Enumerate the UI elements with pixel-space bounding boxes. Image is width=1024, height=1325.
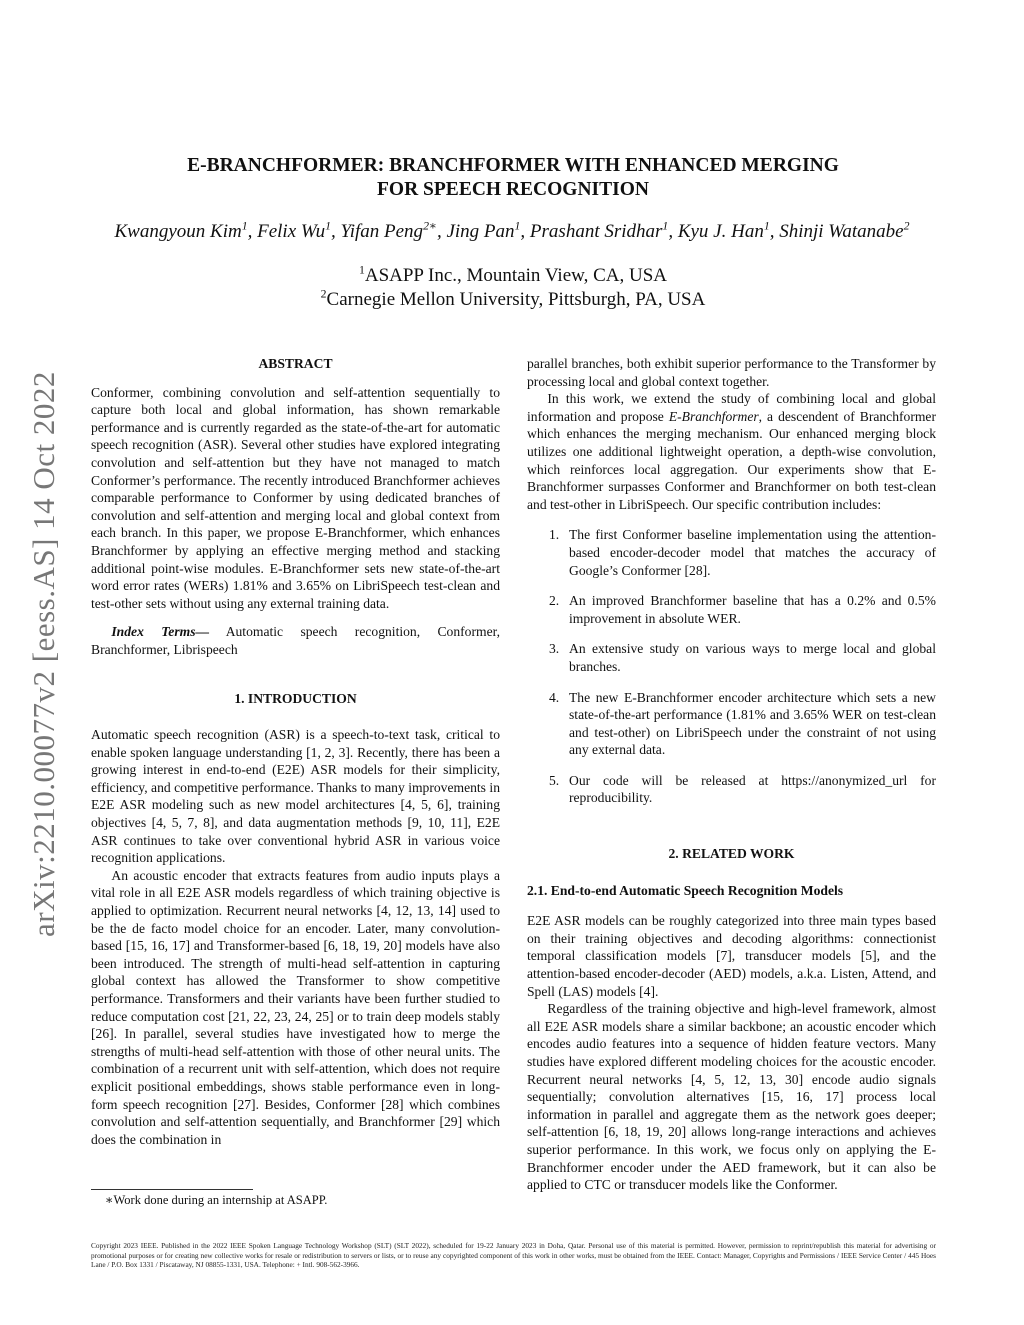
title-line-1: E-BRANCHFORMER: BRANCHFORMER WITH ENHANCED MERGING (187, 155, 839, 176)
author-name: Kwangyoun Kim (114, 221, 242, 242)
intro-heading: 1. INTRODUCTION (234, 690, 357, 706)
contribution-item: 1. The first Conformer baseline implementation using the attention-based encoder-decoder model that matches the accuracy of Google’s Conformer [28]. (549, 527, 936, 578)
affiliation: $^2$Carnegie Mellon University, Pittsburgh, PA, USA (320, 287, 706, 310)
contribution-item: 2. An improved Branchformer baseline that has a 0.2% and 0.5% improvement in absolute WER. (549, 593, 936, 626)
left-column (91, 355, 500, 1148)
author-affil-mark: 1 (325, 219, 332, 233)
author-list: Kwangyoun Kim$^1$, Felix Wu$^1$, Yifan Peng$^{2∗}$, Jing Pan$^1$, Prashant Sridhar$^1$, Kyu J. Han$^1$, Shinji Watanabe$^2$ (114, 219, 910, 242)
contribution-item: 3. An extensive study on various ways to merge local and global branches. (549, 641, 936, 674)
copyright-notice: Copyright 2023 IEEE. Published in the 2022 IEEE Spoken Language Technology Workshop (SLT) (SLT 2022), scheduled for 19-22 January 2023 in Doha, Qatar. Personal use of this material is permitted. However, permission to reprint/republish this material for advertising or promotional purposes or for creating new collective works for resale or redistribution to servers or lists, or to reuse any copyrighted component of this work in other works, must be obtained from the IEEE. Contact: Manager, Copyrights and Permissions / IEEE Service Center / 445 Hoes Lane / P.O. Box 1331 / Piscataway, NJ 08855-1331, USA. Telephone: + Intl. 908-562-3966. (91, 1241, 936, 1269)
affiliation-list (90, 264, 936, 312)
contribution-list (527, 526, 936, 807)
related-paragraph-2: Regardless of the training objective and high-level framework, almost all E2E ASR models share a similar backbone; an acoustic encoder which encodes audio features into a sequence of hidden feature vectors. Many studies have explored different modeling choices for the acoustic encoder. Recurrent neural networks [4, 5, 12, 13, 30] encode audio signals sequentially; convolution alternatives [15, 16, 17] process local information in parallel and aggregate them as the network goes deeper; self-attention [6, 18, 19, 20] allows long-range interactions and achieves superior performance. In this work, we focus only on applying the E-Branchformer encoder under the AED framework, but it can also be applied to CTC or transducer models like the Conformer. (527, 1001, 936, 1193)
intro-paragraph-1: Automatic speech recognition (ASR) is a speech-to-text task, critical to enable spoken language understanding [1, 2, 3]. Recently, there has been a growing interest in end-to-end (E2E) ASR models for their simplicity, efficiency, and competitive performance. Thanks to many improvements in E2E ASR modeling such as new model architectures [4, 5, 6], training objectives [4, 5, 7, 8], and data augmentation methods [9, 10, 11], E2E ASR continues to take over conventional hybrid ASR in various voice recognition applications. (91, 727, 500, 866)
author-affil-mark: 1 (241, 219, 248, 233)
footnote-text: ∗Work done during an internship at ASAPP. (105, 1193, 328, 1207)
title-line-2: FOR SPEECH RECOGNITION (377, 179, 649, 200)
subsection-heading: 2.1. End-to-end Automatic Speech Recognition Models (527, 882, 844, 898)
paper-title (90, 154, 936, 202)
author-affil-mark: 1 (662, 219, 669, 233)
footnote (91, 1187, 500, 1208)
intro-paragraph-2: An acoustic encoder that extracts features from audio inputs plays a vital role in all E2E ASR models regardless of which training objective is applied to optimization. Recurrent neural networks [4, 12, 13, 14] used to be the de facto model choice for an encoder. Later, many convolution-based [15, 16, 17] and Transformer-based [6, 18, 19, 20] models have also been introduced. The strength of multi-head self-attention in capturing global context has allowed the Transformer to show competitive performance. Transformers and their variants have been further studied to reduce computation cost [21, 22, 23, 24, 25] or to train deep models stably [26]. In parallel, several studies have investigated how to merge the strengths of multi-head self-attention with those of other neural units. The combination of a recurrent unit with self-attention, which does not require explicit positional embeddings, shows stable performance even in long-form speech recognition [27]. Besides, Conformer [28] which combines convolution and self-attention sequentially, and Branchformer [29] which does the combination in (91, 867, 500, 1147)
related-paragraph-1: E2E ASR models can be roughly categorized into three main types based on their training objectives and decoding algorithms: connectionist temporal classification models [7], transducer models [5], and the attention-based encoder-decoder (AED) models, a.k.a. Listen, Attend, and Spell (LAS) models [4]. (527, 913, 936, 999)
method-name: E-Branchformer (668, 408, 759, 424)
abstract-heading: ABSTRACT (258, 356, 333, 371)
author-affil-mark: 2∗ (423, 219, 437, 233)
index-terms-text: Automatic speech recognition, Conformer, Branchformer, Librispeech (91, 624, 500, 657)
abstract-body: Conformer, combining convolution and self-attention sequentially to capture both local and global information, has shown remarkable performance and is currently regarded as the state-of-the-art for automatic speech recognition (ASR). Several other studies have explored integrating convolution and self-attention but they have not managed to match Conformer’s performance. The recently introduced Branchformer achieves comparable performance to Conformer by using dedicated branches of convolution and self-attention and merging local and global context from each branch. In this paper, we propose E-Branchformer, which enhances Branchformer by applying an effective merging method and stacking additional point-wise modules. E-Branchformer sets new state-of-the-art word error rates (WERs) 1.81% and 3.65% on LibriSpeech test-clean and test-other sets without using any external training data. (91, 384, 500, 611)
related-work-heading: 2. RELATED WORK (668, 846, 795, 862)
author-name: Shinji Watanabe (779, 221, 904, 242)
arxiv-stamp-text: arXiv:2210.00077v2 [eess.AS] 14 Oct 2022 (26, 371, 62, 937)
affiliation: $^1$ASAPP Inc., Mountain View, CA, USA (358, 263, 668, 286)
author-name: Felix Wu (257, 221, 326, 242)
contribution-item: 5. Our code will be released at https://anonymized_url for reproducibility. (549, 772, 936, 806)
author-affil-mark: 2 (903, 219, 910, 233)
author-affil-mark: 1 (514, 219, 521, 233)
author-name: Kyu J. Han (677, 221, 764, 242)
contribution-item: 4. The new E-Branchformer encoder architecture which sets a new state-of-the-art performance (1.81% and 3.65% WER on test-clean and test-other) on LibriSpeech under the constraint of not using any external data. (549, 689, 936, 758)
index-terms (91, 623, 500, 658)
right-column (527, 355, 936, 1194)
intro-paragraph-3: parallel branches, both exhibit superior performance to the Transformer by processing local and global context together. (527, 356, 936, 389)
index-terms-label: Index Terms— (111, 624, 210, 640)
intro-paragraph-4: In this work, we extend the study of combining local and global information and propose E-Branchformer, a descendent of Branchformer which enhances the merging mechanism. Our enhanced merging block utilizes one additional lightweight operation, a depth-wise convolution, which reinforces local aggregation. Our experiments show that E-Branchformer surpasses Conformer and Branchformer on both test-clean and test-other in LibriSpeech. Our specific contribution includes: (527, 391, 936, 512)
author-name: Prashant Sridhar (529, 221, 663, 242)
author-affil-mark: 1 (763, 219, 770, 233)
arxiv-stamp (24, 348, 64, 960)
author-name: Jing Pan (446, 221, 515, 242)
author-name: Yifan Peng (340, 221, 424, 242)
